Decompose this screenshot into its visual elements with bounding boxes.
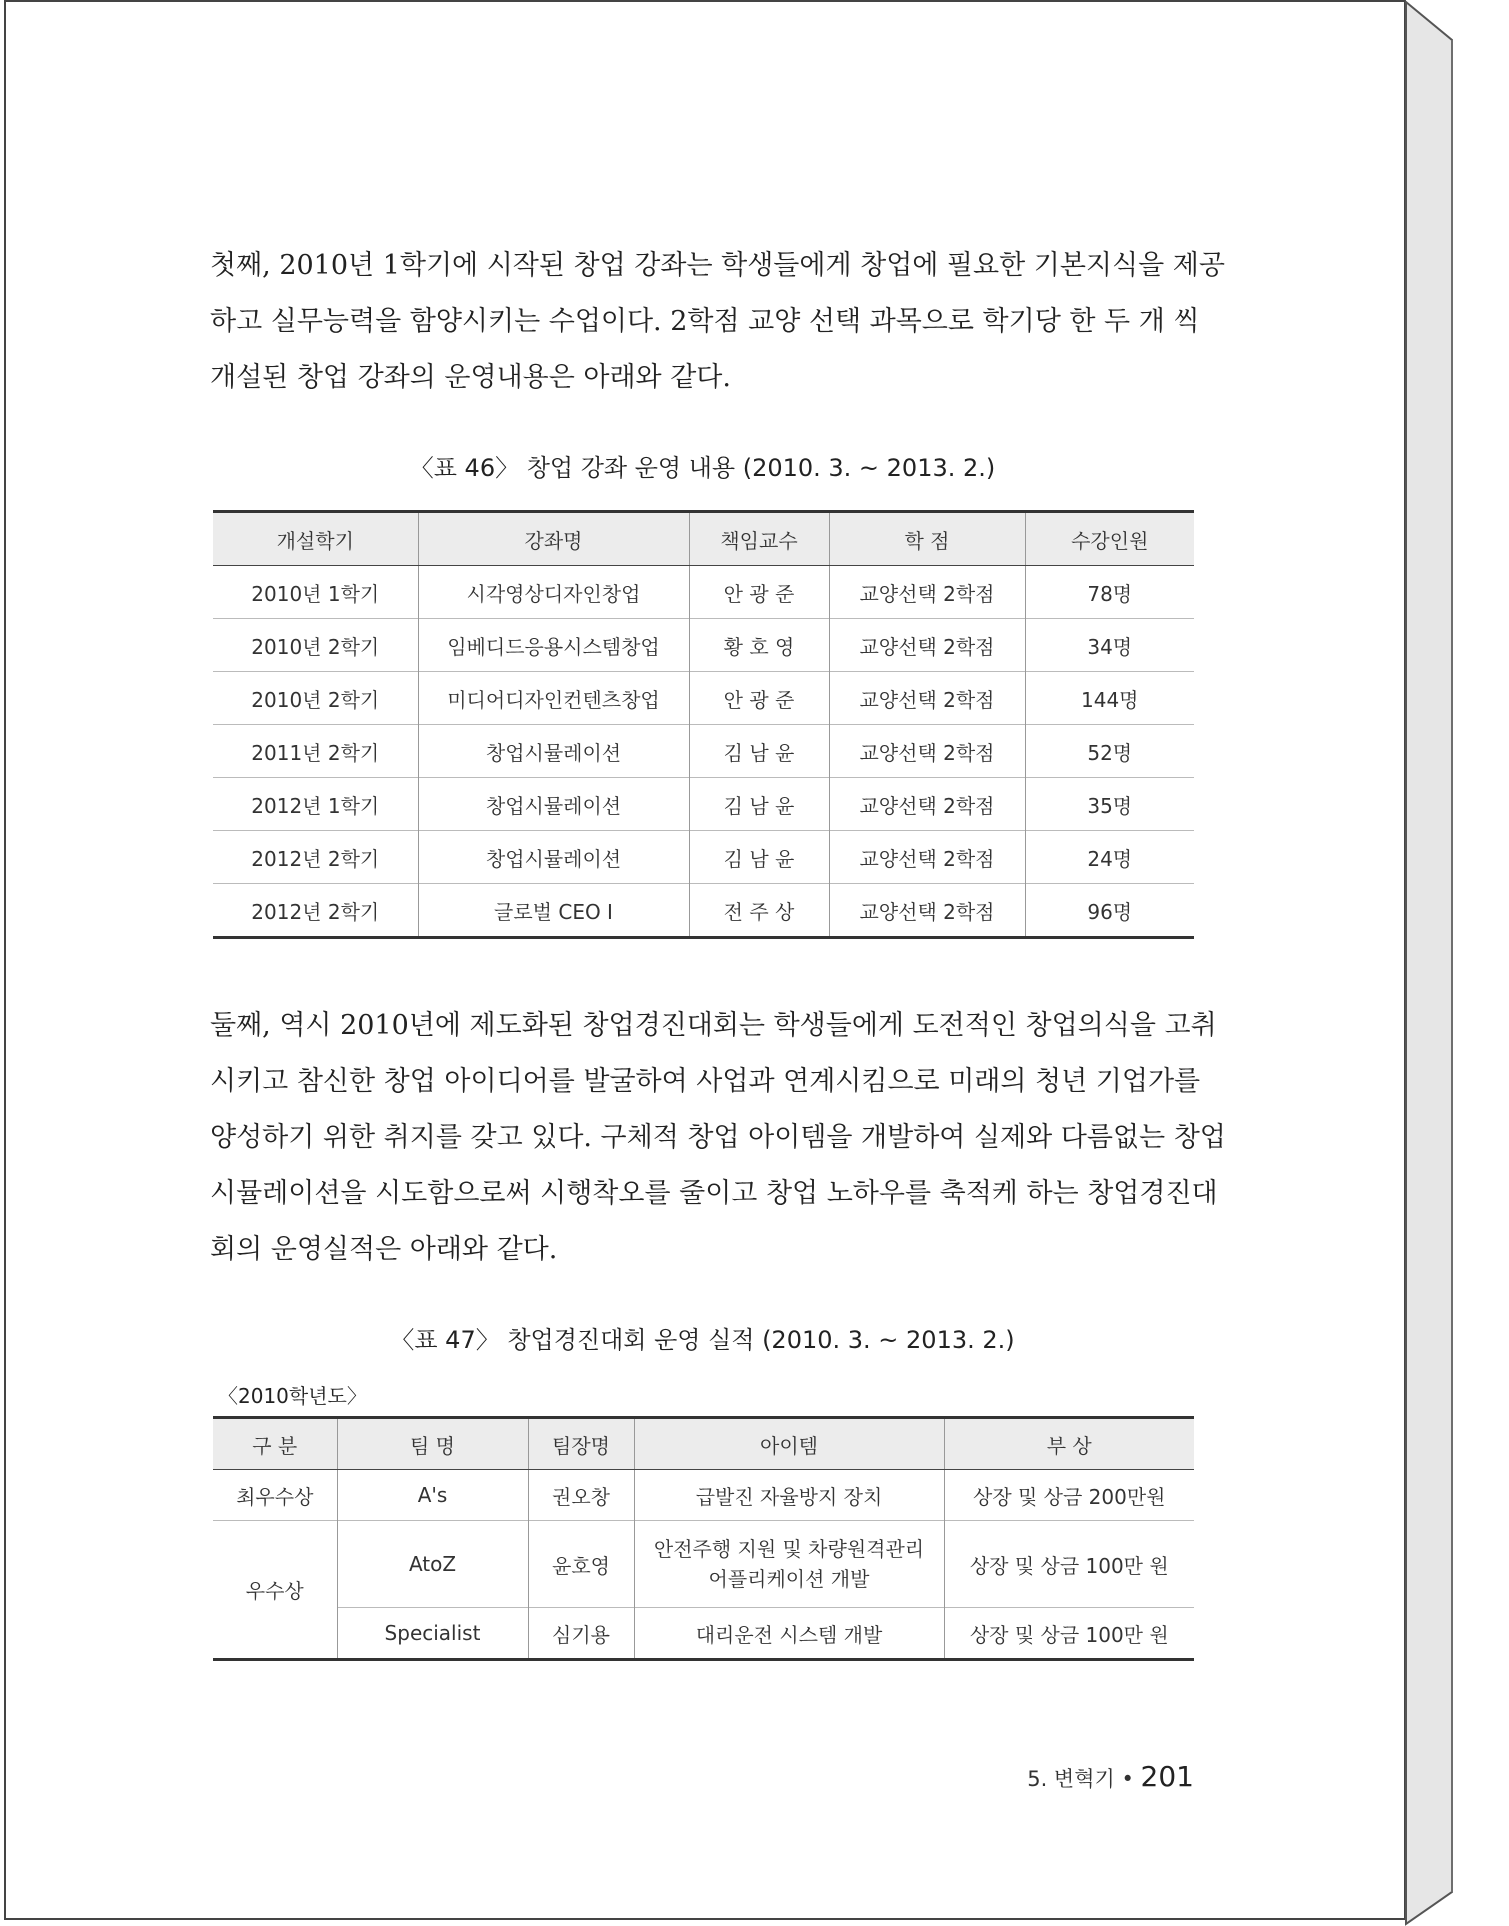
paragraph-line: 시키고 참신한 창업 아이디어를 발굴하여 사업과 연계시킴으로 미래의 청년 기업가를 [210, 1066, 1201, 1097]
table-cell: 안 광 준 [689, 672, 829, 725]
table-cell: 상장 및 상금 100만 원 [944, 1608, 1194, 1660]
table-row [213, 1470, 1194, 1521]
table-cell: 심기용 [528, 1608, 634, 1660]
table-row [213, 778, 1194, 831]
table-cell: 상장 및 상금 100만 원 [944, 1521, 1194, 1608]
paragraph-2 [210, 998, 1226, 1278]
paragraph-line: 둘째, 역시 2010년에 제도화된 창업경진대회는 학생들에게 도전적인 창업의식을 고취 [210, 1010, 1217, 1041]
table-cell [634, 1521, 944, 1608]
paragraph-line: 시뮬레이션을 시도함으로써 시행착오를 줄이고 창업 노하우를 축적케 하는 창업경진대 [210, 1178, 1218, 1209]
book-edge [1404, 0, 1509, 1926]
table-cell: 24명 [1025, 831, 1194, 884]
table-cell: 창업시뮬레이션 [418, 831, 689, 884]
table-cell: 급발진 자율방지 장치 [634, 1470, 944, 1521]
table-row [213, 1521, 1194, 1608]
header-cell: 아이템 [634, 1418, 944, 1470]
table-cell: 윤호영 [528, 1521, 634, 1608]
table-cell: 교양선택 2학점 [829, 884, 1025, 938]
table-cell: 미디어디자인컨텐츠창업 [418, 672, 689, 725]
header-cell: 강좌명 [418, 512, 689, 566]
table-cell: Specialist [337, 1608, 528, 1660]
table-cell: 교양선택 2학점 [829, 831, 1025, 884]
table-cell: 전 주 상 [689, 884, 829, 938]
table-row [213, 672, 1194, 725]
table-cell: 35명 [1025, 778, 1194, 831]
table-cell: A's [337, 1470, 528, 1521]
table-cell: 교양선택 2학점 [829, 778, 1025, 831]
table-cell: 김 남 윤 [689, 831, 829, 884]
table-cell: 안 광 준 [689, 566, 829, 619]
table-row [213, 884, 1194, 938]
header-cell: 수강인원 [1025, 512, 1194, 566]
table-cell: 글로벌 CEO Ⅰ [418, 884, 689, 938]
table-cell: 상장 및 상금 200만원 [944, 1470, 1194, 1521]
table-row [213, 1608, 1194, 1660]
table-cell: 2012년 2학기 [213, 884, 418, 938]
header-cell: 팀장명 [528, 1418, 634, 1470]
table-cell: 우수상 [213, 1521, 337, 1660]
table-cell: 교양선택 2학점 [829, 672, 1025, 725]
table-cell: 교양선택 2학점 [829, 619, 1025, 672]
table-cell: 34명 [1025, 619, 1194, 672]
table-row [213, 619, 1194, 672]
table-row [213, 831, 1194, 884]
table-cell: 2012년 2학기 [213, 831, 418, 884]
table-cell: 2010년 2학기 [213, 672, 418, 725]
table-cell: 창업시뮬레이션 [418, 725, 689, 778]
footer-bullet: • [1121, 1767, 1134, 1791]
paragraph-line: 회의 운영실적은 아래와 같다. [210, 1234, 558, 1265]
table-header-row [213, 512, 1194, 566]
table-cell: 최우수상 [213, 1470, 337, 1521]
table-cell: 창업시뮬레이션 [418, 778, 689, 831]
table-cell: 교양선택 2학점 [829, 725, 1025, 778]
table-46 [213, 510, 1194, 939]
paragraph-line: 첫째, 2010년 1학기에 시작된 창업 강좌는 학생들에게 창업에 필요한 기본지식을 제공 [210, 250, 1225, 281]
paragraph-line: 개설된 창업 강좌의 운영내용은 아래와 같다. [210, 362, 731, 393]
table-cell: AtoZ [337, 1521, 528, 1608]
table-cell: 144명 [1025, 672, 1194, 725]
table-cell: 2012년 1학기 [213, 778, 418, 831]
header-cell: 개설학기 [213, 512, 418, 566]
page-footer [1022, 1760, 1194, 1793]
table-header-row [213, 1418, 1194, 1470]
item-line: 어플리케이션 개발 [708, 1567, 870, 1591]
table-cell: 김 남 윤 [689, 778, 829, 831]
header-cell: 학 점 [829, 512, 1025, 566]
table-47-caption: 〈표 47〉 창업경진대회 운영 실적 (2010. 3. ~ 2013. 2.) [390, 1326, 1015, 1354]
table-cell: 대리운전 시스템 개발 [634, 1608, 944, 1660]
table-46-caption: 〈표 46〉 창업 강좌 운영 내용 (2010. 3. ~ 2013. 2.) [409, 454, 996, 482]
table-cell: 52명 [1025, 725, 1194, 778]
table-cell: 교양선택 2학점 [829, 566, 1025, 619]
table-cell: 시각영상디자인창업 [418, 566, 689, 619]
table-cell: 78명 [1025, 566, 1194, 619]
footer-section: 5. 변혁기 [1027, 1767, 1115, 1791]
paragraph-1 [210, 238, 1225, 406]
table-cell: 권오창 [528, 1470, 634, 1521]
book-page [4, 0, 1406, 1920]
table-cell: 2010년 1학기 [213, 566, 418, 619]
table-47 [213, 1416, 1194, 1661]
table-cell: 96명 [1025, 884, 1194, 938]
table-row [213, 725, 1194, 778]
table-cell: 2010년 2학기 [213, 619, 418, 672]
table-cell: 임베디드응용시스템창업 [418, 619, 689, 672]
header-cell: 책임교수 [689, 512, 829, 566]
item-line: 안전주행 지원 및 차량원격관리 [653, 1537, 925, 1561]
paragraph-line: 하고 실무능력을 함양시키는 수업이다. 2학점 교양 선택 과목으로 학기당 한 두 개 씩 [210, 306, 1200, 337]
table-row [213, 566, 1194, 619]
table-cell: 2011년 2학기 [213, 725, 418, 778]
header-cell: 구 분 [213, 1418, 337, 1470]
page-number: 201 [1140, 1760, 1194, 1793]
paragraph-line: 양성하기 위한 취지를 갖고 있다. 구체적 창업 아이템을 개발하여 실제와 다름없는 창업 [210, 1122, 1226, 1153]
table-cell: 김 남 윤 [689, 725, 829, 778]
table-cell: 황 호 영 [689, 619, 829, 672]
header-cell: 부 상 [944, 1418, 1194, 1470]
header-cell: 팀 명 [337, 1418, 528, 1470]
table-47-subcaption: 〈2010학년도〉 [218, 1384, 367, 1408]
